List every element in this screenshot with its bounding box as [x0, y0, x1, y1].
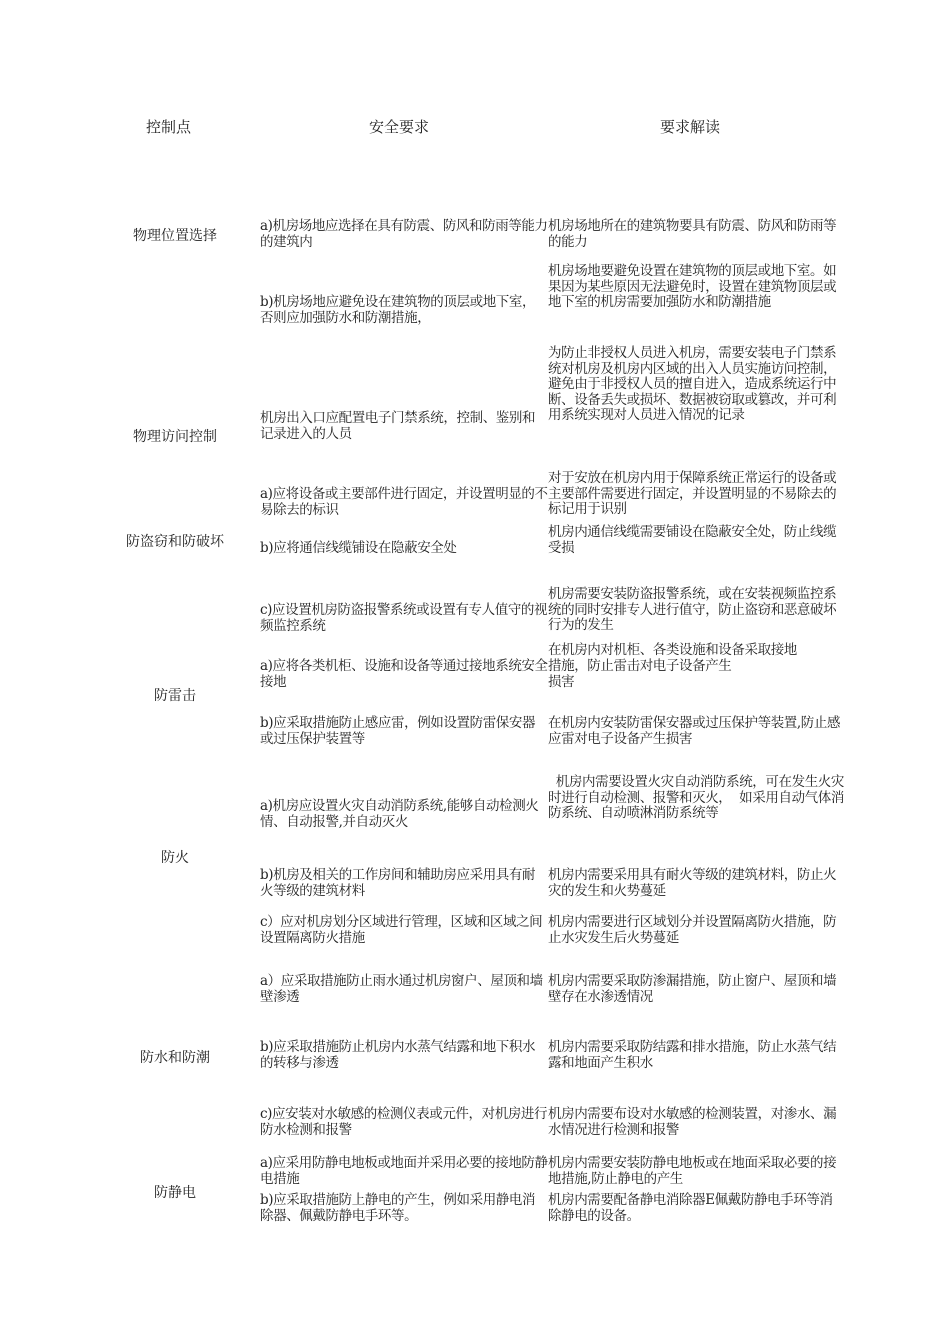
- interpretation-text: 损害: [548, 674, 575, 690]
- interpretation-text: 机房内需要布设对水敏感的检测装置，对渗水、漏水情况进行检测和报警: [548, 1106, 837, 1138]
- requirement-text: b)机房及相关的工作房间和辅助房应采用具有耐火等级的建筑材料: [260, 867, 536, 899]
- requirement-text: a)应将设备或主要部件进行固定，并设置明显的不易除去的标识: [260, 486, 548, 518]
- requirement-text: b)应将通信线缆铺设在隐蔽安全处: [260, 540, 457, 556]
- category-physical-location: 物理位置选择: [133, 228, 217, 244]
- interpretation-text: 机房内需要进行区域划分并设置隔离防火措施，防止水灾发生后火势蔓延: [548, 914, 837, 946]
- interpretation-text: 机房内需要安装防静电地板或在地面采取必要的接地措施,防止静电的产生: [548, 1155, 837, 1187]
- interpretation-text: 在机房内对机柜、各类设施和设备采取接地措施，防止雷击对电子设备产生: [548, 642, 797, 674]
- requirement-text: a)应采用防静电地板或地面并采用必要的接地防静电措施: [260, 1155, 548, 1187]
- requirement-text: 机房出入口应配置电子门禁系统，控制、鉴别和记录进入的人员: [260, 410, 536, 442]
- interpretation-text: 在机房内安装防雷保安器或过压保护等装置,防止感应雷对电子设备产生损害: [548, 715, 841, 747]
- category-water-moisture: 防水和防潮: [140, 1050, 210, 1066]
- interpretation-text: 机房内需要配备静电消除器E佩戴防静电手环等消除静电的设备。: [548, 1192, 833, 1224]
- interpretation-text: 机房场地所在的建筑物要具有防震、防风和防雨等的能力: [548, 218, 837, 250]
- interpretation-text: 对于安放在机房内用于保障系统正常运行的设备或主要部件需要进行固定，并设置明显的不易除去的标记用于识别: [548, 470, 837, 517]
- requirement-text: b)应采取措施防止感应雷，例如设置防雷保安器或过压保护装置等: [260, 715, 536, 747]
- category-lightning: 防雷击: [154, 688, 196, 704]
- header-security-requirement: 安全要求: [369, 118, 430, 136]
- category-fire: 防火: [161, 850, 189, 866]
- interpretation-text: 机房内需要采用具有耐火等级的建筑材料，防止火灾的发生和火势蔓延: [548, 867, 837, 899]
- interpretation-text: 机房需要安装防盗报警系统，或在安装视频监控系统的同时安排专人进行值守，防止盗窃和恶意破坏行为的发生: [548, 586, 837, 633]
- requirement-text: a)机房应设置火灾自动消防系统,能够自动检测火情、自动报警,并自动灭火: [260, 798, 539, 830]
- requirement-text: a)应将各类机柜、设施和设备等通过接地系统安全接地: [260, 658, 548, 690]
- interpretation-text: 机房内通信线缆需要铺设在隐蔽安全处，防止线缆受损: [548, 524, 837, 556]
- category-physical-access: 物理访问控制: [133, 429, 217, 445]
- requirement-text: a）应采取措施防止雨水通过机房窗户、屋顶和墙壁渗透: [260, 973, 543, 1005]
- requirement-text: b)机房场地应避免设在建筑物的顶层或地下室，否则应加强防水和防潮措施，: [260, 294, 536, 326]
- category-anti-theft: 防盗窃和防破坏: [126, 534, 224, 550]
- interpretation-text: 为防止非授权人员进入机房，需要安装电子门禁系统对机房及机房内区域的出入人员实施访问控制，避免由于非授权人员的擅自进入，造成系统运行中断、设备丢失或损坏、数据被窃取或篡改，并可利用系统实现对人员进入情况的记录: [548, 345, 837, 423]
- requirement-text: b)应采取措施防止机房内水蒸气结露和地下积水的转移与渗透: [260, 1039, 536, 1071]
- requirement-text: c)应安装对水敏感的检测仪表或元件，对机房进行防水检测和报警: [260, 1106, 548, 1138]
- interpretation-text: 机房内需要采取防渗漏措施，防止窗户、屋顶和墙壁存在水渗透情况: [548, 973, 837, 1005]
- header-control-point: 控制点: [146, 118, 192, 136]
- requirement-text: c）应对机房划分区域进行管理，区域和区域之间设置隔离防火措施: [260, 914, 543, 946]
- interpretation-text: 机房内需要设置火灾自动消防系统，可在发生火灾时进行自动检测、报警和灭火， 如采用自动气体消防系统、自动喷淋消防系统等: [548, 774, 844, 821]
- requirement-text: b)应采取措施防上静电的产生，例如采用静电消除器、佩戴防静电手环等。: [260, 1192, 536, 1224]
- interpretation-text: 机房内需要采取防结露和排水措施，防止水蒸气结露和地面产生积水: [548, 1039, 837, 1071]
- category-static: 防静电: [154, 1185, 196, 1201]
- header-interpretation: 要求解读: [660, 118, 721, 136]
- requirement-text: a)机房场地应选择在具有防震、防风和防雨等能力的建筑内: [260, 218, 548, 250]
- requirement-text: c)应设置机房防盗报警系统或设置有专人值守的视频监控系统: [260, 602, 548, 634]
- interpretation-text: 机房场地要避免设置在建筑物的顶层或地下室。如果因为某些原因无法避免时，设置在建筑物顶层或地下室的机房需要加强防水和防潮措施: [548, 263, 837, 310]
